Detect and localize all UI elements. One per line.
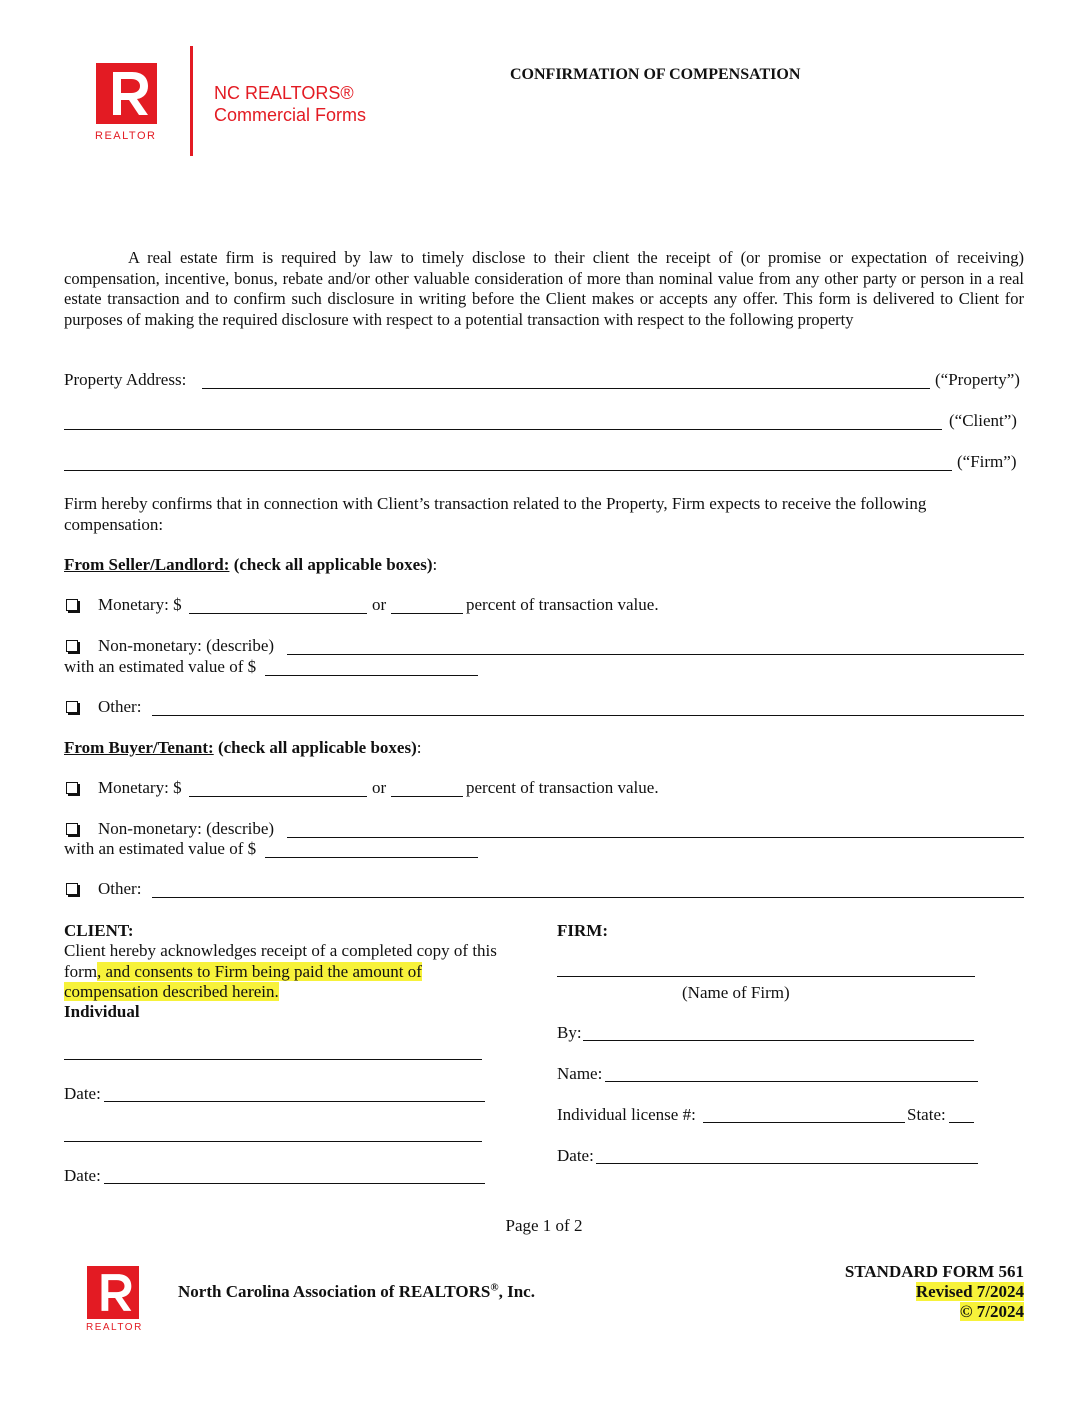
firm-date-field[interactable] bbox=[596, 1163, 978, 1164]
client-consent-highlight: , and consents to Firm being paid the amount of bbox=[97, 962, 422, 981]
buyer-monetary-checkbox[interactable] bbox=[66, 782, 78, 794]
firm-name-field[interactable] bbox=[605, 1081, 978, 1082]
seller-estimated-row bbox=[64, 657, 1024, 679]
form-title: CONFIRMATION OF COMPENSATION bbox=[510, 66, 801, 83]
buyer-estimated-field[interactable] bbox=[265, 857, 478, 858]
client-row bbox=[64, 411, 1024, 433]
buyer-other-checkbox[interactable] bbox=[66, 883, 78, 895]
revised-date: Revised 7/2024 bbox=[915, 1282, 1024, 1301]
confirm-paragraph: Firm hereby confirms that in connection with Client’s transaction related to the Property, Firm expects to receive the following compensation: bbox=[64, 494, 927, 534]
footer-realtor-r-icon bbox=[87, 1266, 139, 1319]
seller-estimated-field[interactable] bbox=[265, 675, 478, 676]
buyer-other-row bbox=[64, 879, 1024, 901]
property-row bbox=[64, 370, 1024, 392]
seller-heading: From Seller/Landlord: (check all applicable boxes): bbox=[64, 555, 438, 574]
client-suffix: (“Client”) bbox=[949, 411, 1017, 430]
page-number: Page 1 of 2 bbox=[505, 1216, 583, 1235]
seller-monetary-label: Monetary: $ bbox=[98, 595, 182, 614]
firm-suffix: (“Firm”) bbox=[957, 452, 1017, 471]
buyer-or-label: or bbox=[372, 778, 387, 797]
firm-name-label: Name: bbox=[557, 1064, 603, 1083]
firm-row bbox=[64, 452, 1024, 474]
client-ack-line-1: Client hereby acknowledges receipt of a completed copy of this bbox=[64, 941, 497, 960]
firm-name-caption: (Name of Firm) bbox=[682, 983, 790, 1002]
seller-nonmonetary-field[interactable] bbox=[287, 654, 1024, 655]
seller-or-label: or bbox=[372, 595, 387, 614]
buyer-nonmonetary-field[interactable] bbox=[287, 837, 1024, 838]
brand-divider bbox=[190, 46, 193, 156]
firm-name-field[interactable] bbox=[64, 470, 952, 471]
client-date-field-1[interactable] bbox=[104, 1101, 485, 1102]
realtor-logo bbox=[96, 63, 157, 124]
buyer-other-field[interactable] bbox=[152, 897, 1024, 898]
form-number: STANDARD FORM 561 bbox=[844, 1262, 1024, 1281]
property-address-field[interactable] bbox=[202, 388, 930, 389]
seller-nonmonetary-label: Non-monetary: (describe) bbox=[98, 636, 275, 655]
buyer-other-label: Other: bbox=[98, 879, 142, 898]
property-label: Property Address: bbox=[64, 370, 187, 389]
intro-paragraph: A real estate firm is required by law to timely disclose to their client the receipt of (or promise or expectation of receiving) compensation, incentive, bonus, rebate and/or other valuable consideration of more than nominal value from any other party or person in a real estate transaction and to confirm such disclosure in writing before the Client makes or accepts any offer. This form is delivered to Client for purposes of making the required disclosure with respect to a potential transaction with respect to the following property bbox=[64, 248, 1024, 329]
footer-realtor-wordmark: REALTOR bbox=[86, 1322, 143, 1333]
seller-other-row bbox=[64, 697, 1024, 719]
seller-heading-note: (check all applicable boxes) bbox=[233, 555, 433, 574]
client-date-label-1: Date: bbox=[64, 1084, 101, 1103]
firm-license-field[interactable] bbox=[703, 1122, 905, 1123]
client-signature-2[interactable] bbox=[64, 1141, 482, 1142]
seller-estimated-label: with an estimated value of $ bbox=[64, 657, 257, 676]
seller-other-field[interactable] bbox=[152, 715, 1024, 716]
seller-percent-label: percent of transaction value. bbox=[466, 595, 659, 614]
brand-line-2: Commercial Forms bbox=[214, 105, 367, 125]
buyer-nonmonetary-checkbox[interactable] bbox=[66, 823, 78, 835]
buyer-heading-label: From Buyer/Tenant: bbox=[64, 738, 214, 757]
buyer-estimated-row bbox=[64, 839, 1024, 861]
client-consent-highlight-2: compensation described herein. bbox=[64, 982, 279, 1001]
client-date-field-2[interactable] bbox=[104, 1183, 485, 1184]
client-heading: CLIENT: bbox=[64, 921, 134, 940]
association-name: North Carolina Association of REALTORS®, Inc. bbox=[178, 1281, 535, 1301]
firm-name-signature[interactable] bbox=[557, 976, 975, 977]
buyer-percent-label: percent of transaction value. bbox=[466, 778, 659, 797]
buyer-monetary-label: Monetary: $ bbox=[98, 778, 182, 797]
realtor-r-icon bbox=[96, 63, 157, 124]
footer-realtor-logo bbox=[87, 1266, 139, 1319]
copyright-date: © 7/2024 bbox=[959, 1302, 1024, 1321]
seller-monetary-row bbox=[64, 595, 1024, 617]
client-date-label-2: Date: bbox=[64, 1166, 101, 1185]
seller-nonmonetary-row bbox=[64, 636, 1024, 658]
realtor-wordmark: REALTOR bbox=[95, 130, 157, 142]
seller-other-checkbox[interactable] bbox=[66, 701, 78, 713]
seller-monetary-checkbox[interactable] bbox=[66, 599, 78, 611]
client-name-field[interactable] bbox=[64, 429, 942, 430]
seller-monetary-amount-field[interactable] bbox=[189, 613, 367, 614]
seller-nonmonetary-checkbox[interactable] bbox=[66, 640, 78, 652]
buyer-percent-field[interactable] bbox=[391, 796, 463, 797]
firm-by-field[interactable] bbox=[583, 1040, 974, 1041]
seller-percent-field[interactable] bbox=[391, 613, 463, 614]
buyer-estimated-label: with an estimated value of $ bbox=[64, 839, 257, 858]
buyer-heading: From Buyer/Tenant: (check all applicable boxes): bbox=[64, 738, 422, 757]
firm-by-label: By: bbox=[557, 1023, 582, 1042]
client-ack-line-3 bbox=[64, 982, 279, 1003]
client-ack-line-2: form, and consents to Firm being paid the amount of bbox=[64, 962, 422, 981]
firm-state-field[interactable] bbox=[949, 1122, 974, 1123]
firm-date-label: Date: bbox=[557, 1146, 594, 1165]
seller-other-label: Other: bbox=[98, 697, 142, 716]
client-signature-1[interactable] bbox=[64, 1059, 482, 1060]
buyer-nonmonetary-row bbox=[64, 819, 1024, 841]
seller-heading-label: From Seller/Landlord: bbox=[64, 555, 230, 574]
buyer-monetary-row bbox=[64, 778, 1024, 800]
firm-state-label: State: bbox=[907, 1105, 946, 1124]
property-suffix: (“Property”) bbox=[935, 370, 1020, 389]
firm-license-label: Individual license #: bbox=[557, 1105, 696, 1124]
buyer-heading-note: (check all applicable boxes) bbox=[217, 738, 417, 757]
firm-heading: FIRM: bbox=[557, 921, 608, 940]
buyer-nonmonetary-label: Non-monetary: (describe) bbox=[98, 819, 275, 838]
buyer-monetary-amount-field[interactable] bbox=[189, 796, 367, 797]
client-individual-label: Individual bbox=[64, 1002, 140, 1021]
brand-line-1: NC REALTORS® bbox=[214, 83, 354, 103]
